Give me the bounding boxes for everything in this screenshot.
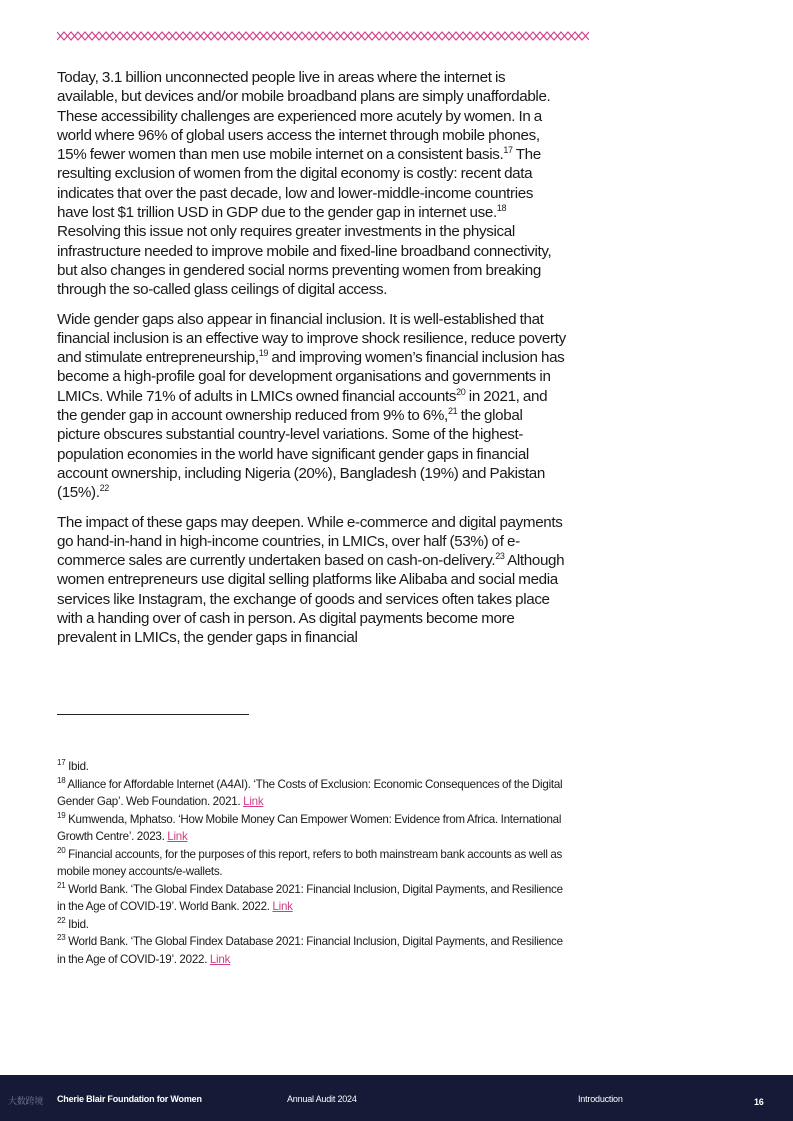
main-text (57, 68, 567, 658)
paragraph-digital-payments: The impact of these gaps may deepen. While e-commerce and digital payments go hand-in-hand in high-income countries, in LMICs, over half (53%) of e-commerce sales are currently undertaken based on cash-on-delivery.$^{23}$ Although women entrepreneurs use digital selling platforms like Alibaba and social media services like Instagram, the exchange of goods and services often takes place with a handing over of cash in person. As digital payments become more prevalent in LMICs, the gender gaps in financial (57, 513, 565, 647)
footnote-19-link[interactable]: Link (167, 830, 188, 843)
footnote-20: $^{20}$ Financial accounts, for the purposes of this report, refers to both mainstream bank accounts as well as mobile money accounts/e-wallets. (57, 845, 563, 878)
footnote-17: $^{17}$ Ibid. (57, 758, 89, 773)
footer-section: Introduction (578, 1094, 623, 1104)
footnote-18-link[interactable]: Link (243, 795, 264, 808)
footnote-18: $^{18}$ Alliance for Affordable Internet (A4AI). ‘The Costs of Exclusion: Economic Consequences of the Digital Gender Gap’. Web Foundation. 2021. Link (57, 775, 563, 808)
page-number: 16 (754, 1097, 764, 1107)
footnote-ref-17[interactable]: 17 (503, 145, 513, 156)
page-footer (0, 1075, 793, 1121)
footnote-ref-21[interactable]: 21 (447, 406, 458, 417)
footnote-ref-23[interactable]: 23 (495, 551, 505, 562)
footnote-23: $^{23}$ World Bank. ‘The Global Findex Database 2021: Financial Inclusion, Digital Payments, and Resilience in the Age of COVID-19’. 2022. Link (57, 933, 563, 966)
footnote-23-link[interactable]: Link (209, 952, 231, 966)
decorative-wave-divider (57, 30, 589, 42)
paragraph-internet-access: Today, 3.1 billion unconnected people live in areas where the internet is available, but devices and/or mobile broadband plans are simply unaffordable. These accessibility challenges are experienced more acutely by women. In a world where 96% of global users access the internet through mobile phones, 15% fewer women than men use mobile internet on a consistent basis.$^{17}$ The resulting exclusion of women from the digital economy is costly: recent data indicates that over the past decade, low and lower-middle-income countries have lost $1 trillion USD in GDP due to the gender gap in internet use.$^{18}$ Resolving this issue not only requires greater investments in the physical infrastructure needed to improve mobile and fixed-line broadband connectivity, but also changes in gendered social norms preventing women from breaking through the so-called glass ceilings of digital access. (57, 69, 552, 299)
footnote-ref-22[interactable]: 22 (99, 483, 109, 494)
footnote-separator (57, 714, 249, 715)
footer-organisation: Cherie Blair Foundation for Women (57, 1094, 202, 1104)
footer-report-title: Annual Audit 2024 (287, 1094, 357, 1104)
footnote-21: $^{21}$ World Bank. ‘The Global Findex Database 2021: Financial Inclusion, Digital Payments, and Resilience in the Age of COVID-19’. World Bank. 2022. Link (57, 880, 563, 913)
footnote-ref-18[interactable]: 18 (496, 203, 507, 214)
footnote-ref-19[interactable]: 19 (258, 348, 269, 359)
footnotes (57, 758, 567, 968)
paragraph-financial-inclusion: Wide gender gaps also appear in financial inclusion. It is well-established that financial inclusion is an effective way to improve shock resilience, reduce poverty and stimulate entrepreneurship,$^{19}$ and improving women’s financial inclusion has become a high-profile goal for development organisations and governments in LMICs. While 71% of adults in LMICs owned financial accounts$^{20}$ in 2021, and the gender gap in account ownership reduced from 9% to 6%,$^{21}$ the global picture obscures substantial country-level variations. Some of the highest-population economies in the world have significant gender gaps in financial account ownership, including Nigeria (20%), Bangladesh (19%) and Pakistan (15%).$^{22}$ (57, 310, 566, 502)
footnote-22: $^{22}$ Ibid. (57, 915, 89, 931)
footnote-21-link[interactable]: Link (272, 900, 293, 913)
footnote-19: $^{19}$ Kumwenda, Mphatso. ‘How Mobile Money Can Empower Women: Evidence from Africa. International Growth Centre’. 2023. Link (57, 810, 562, 843)
footnote-ref-20[interactable]: 20 (456, 386, 466, 397)
watermark: 大数跨境 (8, 1096, 44, 1106)
